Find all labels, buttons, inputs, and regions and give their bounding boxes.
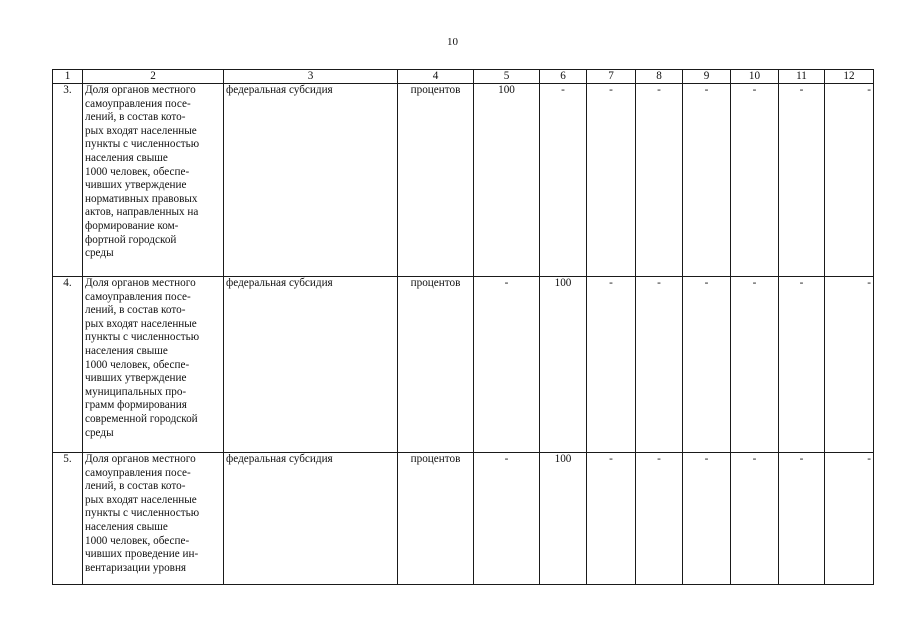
header-cell: 1 — [53, 70, 83, 84]
indicator-name-line: пункты с численностью — [85, 331, 200, 344]
indicator-name-cell — [83, 84, 224, 277]
indicator-name-line: Доля органов местного — [85, 453, 196, 465]
indicators-table — [52, 69, 874, 585]
value-cell: - — [587, 84, 636, 277]
unit-cell: процентов — [398, 453, 474, 585]
value-cell: - — [636, 453, 683, 585]
value-cell: - — [731, 277, 779, 453]
row-number-cell: 5. — [53, 453, 83, 585]
value-cell: - — [587, 277, 636, 453]
indicator-name-cell — [83, 453, 224, 585]
value-cell: - — [731, 84, 779, 277]
unit-cell: процентов — [398, 277, 474, 453]
value-cell: - — [779, 277, 825, 453]
value-cell: 100 — [540, 277, 587, 453]
indicator-name-line: 1000 человек, обеспе- — [85, 534, 190, 547]
value-cell: - — [683, 277, 731, 453]
indicator-name-line: населения свыше — [85, 344, 168, 357]
value-cell: - — [825, 277, 874, 453]
indicator-name-line: пункты с численностью — [85, 138, 200, 151]
indicator-name-line: вентаризации уровня — [85, 561, 187, 574]
indicator-name-line: рых входят населенные — [85, 493, 197, 506]
indicator-name-line: 1000 человек, обеспе- — [85, 358, 190, 371]
table-body — [53, 70, 874, 585]
indicator-name-line: самоуправления посе- — [85, 290, 191, 303]
indicator-name-line: муниципальных про- — [85, 385, 187, 398]
indicator-name-cell — [83, 277, 224, 453]
header-cell: 6 — [540, 70, 587, 84]
indicator-name-line: нормативных правовых — [85, 192, 198, 205]
indicator-name-line: рых входят населенные — [85, 317, 197, 330]
funding-source-cell: федеральная субсидия — [224, 277, 398, 453]
indicator-name-line: пункты с численностью — [85, 507, 200, 520]
header-cell: 9 — [683, 70, 731, 84]
header-cell: 7 — [587, 70, 636, 84]
header-cell: 8 — [636, 70, 683, 84]
header-cell: 5 — [474, 70, 540, 84]
indicator-name-line: лений, в состав кото- — [85, 111, 186, 124]
indicator-name-line: среды — [85, 426, 114, 439]
value-cell: - — [683, 453, 731, 585]
indicator-name-line: 1000 человек, обеспе- — [85, 165, 190, 178]
value-cell: - — [779, 84, 825, 277]
header-cell: 2 — [83, 70, 224, 84]
indicator-name-line: рых входят населенные — [85, 124, 197, 137]
indicator-name-line: чивших проведение ин- — [85, 548, 199, 561]
indicator-name-line: чивших утверждение — [85, 372, 187, 385]
value-cell: - — [636, 277, 683, 453]
indicator-name-line: актов, направленных на — [85, 206, 199, 219]
indicator-name-line: лений, в состав кото- — [85, 304, 186, 317]
indicator-name-line: самоуправления посе- — [85, 466, 191, 479]
row-number-cell: 3. — [53, 84, 83, 277]
indicator-name-line: лений, в состав кото- — [85, 480, 186, 493]
funding-source-cell: федеральная субсидия — [224, 453, 398, 585]
indicator-name-line: современной городской — [85, 412, 198, 425]
indicator-name-line: населения свыше — [85, 151, 168, 164]
value-cell: - — [636, 84, 683, 277]
value-cell: - — [825, 84, 874, 277]
value-cell: - — [683, 84, 731, 277]
page-number: 10 — [447, 36, 458, 48]
value-cell: 100 — [540, 453, 587, 585]
value-cell: - — [779, 453, 825, 585]
value-cell: - — [540, 84, 587, 277]
header-cell: 3 — [224, 70, 398, 84]
unit-cell: процентов — [398, 84, 474, 277]
header-cell: 12 — [825, 70, 874, 84]
indicator-name-line: фортной городской — [85, 233, 177, 246]
indicator-name-line: среды — [85, 247, 114, 260]
indicator-name-line: формирование ком- — [85, 219, 179, 232]
value-cell: 100 — [474, 84, 540, 277]
funding-source-cell: федеральная субсидия — [224, 84, 398, 277]
table-row — [53, 277, 874, 453]
table-header-row — [53, 70, 874, 84]
value-cell: - — [474, 453, 540, 585]
indicator-name-line: самоуправления посе- — [85, 97, 191, 110]
indicator-name-line: Доля органов местного — [85, 277, 196, 289]
value-cell: - — [731, 453, 779, 585]
header-cell: 11 — [779, 70, 825, 84]
header-cell: 10 — [731, 70, 779, 84]
table-row — [53, 453, 874, 585]
value-cell: - — [587, 453, 636, 585]
indicator-name-line: Доля органов местного — [85, 84, 196, 96]
value-cell: - — [825, 453, 874, 585]
header-cell: 4 — [398, 70, 474, 84]
indicator-name-line: населения свыше — [85, 520, 168, 533]
indicator-name-line: чивших утверждение — [85, 179, 187, 192]
value-cell: - — [474, 277, 540, 453]
table-row — [53, 84, 874, 277]
row-number-cell: 4. — [53, 277, 83, 453]
indicator-name-line: грамм формирования — [85, 399, 187, 412]
